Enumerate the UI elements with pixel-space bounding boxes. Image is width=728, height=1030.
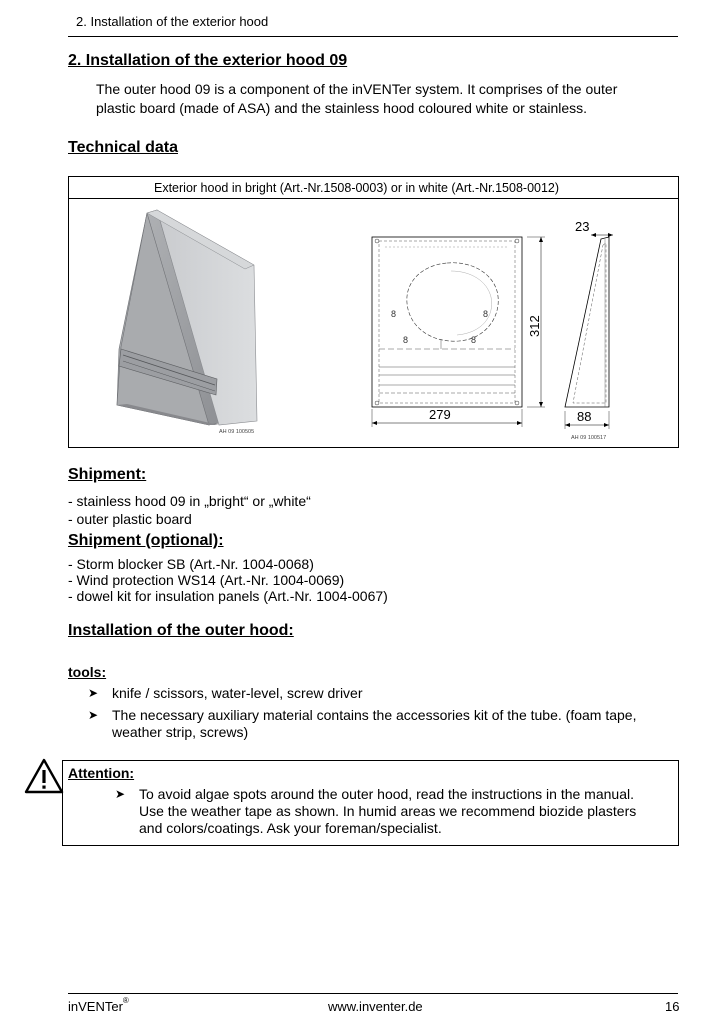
tool-item	[88, 706, 688, 744]
shipment-item: - stainless hood 09 in „bright“ or „white“	[68, 493, 311, 509]
tool-item-text: The necessary auxiliary material contains the accessories kit of the tube. (foam tape,	[112, 707, 637, 723]
header-divider	[68, 36, 678, 37]
optional-item: - Storm blocker SB (Art.-Nr. 1004-0068)	[68, 556, 314, 572]
dim-bottom-depth: 88	[577, 409, 592, 424]
footer-brand	[68, 996, 129, 1014]
technical-data-table	[68, 176, 679, 448]
hood-side-drawing	[561, 199, 651, 447]
table-caption: Exterior hood in bright (Art.-Nr.1508-0003) or in white (Art.-Nr.1508-0012)	[154, 181, 560, 195]
arrow-bullet-icon: ➤	[115, 787, 126, 801]
tool-item-text: weather strip, screws)	[112, 724, 249, 740]
shipment-heading: Shipment:	[68, 466, 147, 483]
page-number: 16	[665, 999, 680, 1014]
installation-heading: Installation of the outer hood:	[68, 622, 294, 639]
brand-name: inVENTer	[68, 999, 123, 1014]
arrow-bullet-icon: ➤	[88, 686, 99, 700]
intro-line: The outer hood 09 is a component of the inVENTer system. It comprises of the outer	[96, 81, 618, 97]
svg-text:8: 8	[483, 309, 489, 319]
page-title: 2. Installation of the exterior hood 09	[68, 52, 348, 69]
dim-height: 312	[527, 315, 542, 337]
running-header: 2. Installation of the exterior hood	[76, 14, 269, 29]
arrow-bullet-icon: ➤	[88, 708, 99, 722]
optional-item: - dowel kit for insulation panels (Art.-Nr. 1004-0067)	[68, 588, 388, 604]
hood-front-drawing	[359, 199, 559, 447]
photo-label: AH 09 100505	[219, 429, 255, 435]
svg-text:8: 8	[403, 335, 409, 345]
technical-data-heading: Technical data	[68, 139, 178, 156]
shipment-optional-heading: Shipment (optional):	[68, 532, 224, 549]
intro-paragraph	[96, 80, 666, 118]
svg-text:8: 8	[471, 335, 477, 345]
attention-line: To avoid algae spots around the outer hood, read the instructions in the manual.	[139, 786, 634, 802]
table-image-row	[69, 199, 678, 447]
registered-mark: ®	[122, 996, 129, 1005]
footer-divider	[68, 993, 678, 994]
attention-label: Attention:	[68, 765, 135, 781]
tools-label: tools:	[68, 664, 107, 680]
optional-item: - Wind protection WS14 (Art.-Nr. 1004-0069)	[68, 572, 345, 588]
warning-icon	[24, 758, 64, 794]
tool-item-text: knife / scissors, water-level, screw driver	[112, 685, 363, 701]
shipment-item: - outer plastic board	[68, 511, 192, 527]
dim-width: 279	[429, 407, 451, 422]
svg-text:8: 8	[391, 309, 397, 319]
footer-website: www.inventer.de	[328, 999, 423, 1014]
drawing-label: AH 09 100517	[571, 435, 607, 441]
attention-line: and colors/coatings. Ask your foreman/specialist.	[139, 820, 442, 836]
dim-top-depth: 23	[575, 219, 590, 234]
intro-line: plastic board (made of ASA) and the stainless hood coloured white or stainless.	[96, 100, 588, 116]
attention-box	[62, 760, 679, 846]
attention-line: Use the weather tape as shown. In humid areas we recommend biozide plasters	[139, 803, 637, 819]
attention-item	[115, 785, 675, 845]
hood-photo	[69, 199, 309, 447]
table-caption-row	[69, 177, 678, 199]
